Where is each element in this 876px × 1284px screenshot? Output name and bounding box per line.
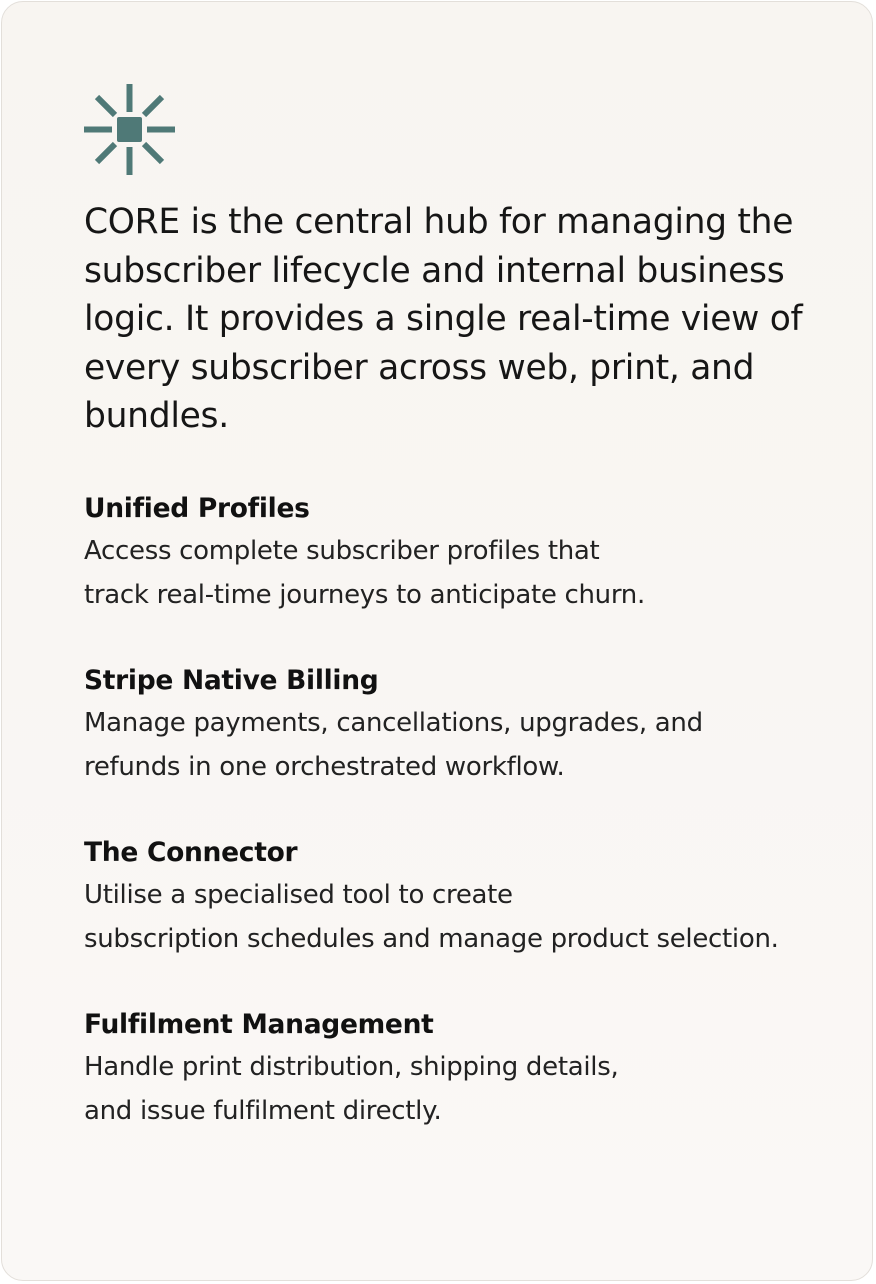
feature-description: Utilise a specialised tool to create subscription schedules and manage product selection. (84, 880, 779, 954)
feature-list (84, 489, 784, 1177)
feature-description: Handle print distribution, shipping details, and issue fulfilment directly. (84, 1052, 619, 1126)
feature-title: Stripe Native Billing (84, 665, 379, 696)
feature-item-stripe-native-billing (84, 661, 784, 789)
feature-item-fulfilment-management (84, 1005, 784, 1133)
feature-title: Fulfilment Management (84, 1009, 434, 1040)
feature-item-unified-profiles (84, 489, 784, 617)
sparkle-burst-icon (83, 83, 176, 176)
intro-paragraph: CORE is the central hub for managing the subscriber lifecycle and internal business logic. It provides a single real-time view of every subscriber across web, print, and bundles. (84, 202, 803, 436)
feature-title: Unified Profiles (84, 493, 310, 524)
feature-description: Access complete subscriber profiles that track real-time journeys to anticipate churn. (84, 536, 645, 610)
feature-card (1, 1, 873, 1281)
feature-title: The Connector (84, 837, 298, 868)
feature-description: Manage payments, cancellations, upgrades, and refunds in one orchestrated workflow. (84, 708, 703, 782)
feature-item-the-connector (84, 833, 784, 961)
